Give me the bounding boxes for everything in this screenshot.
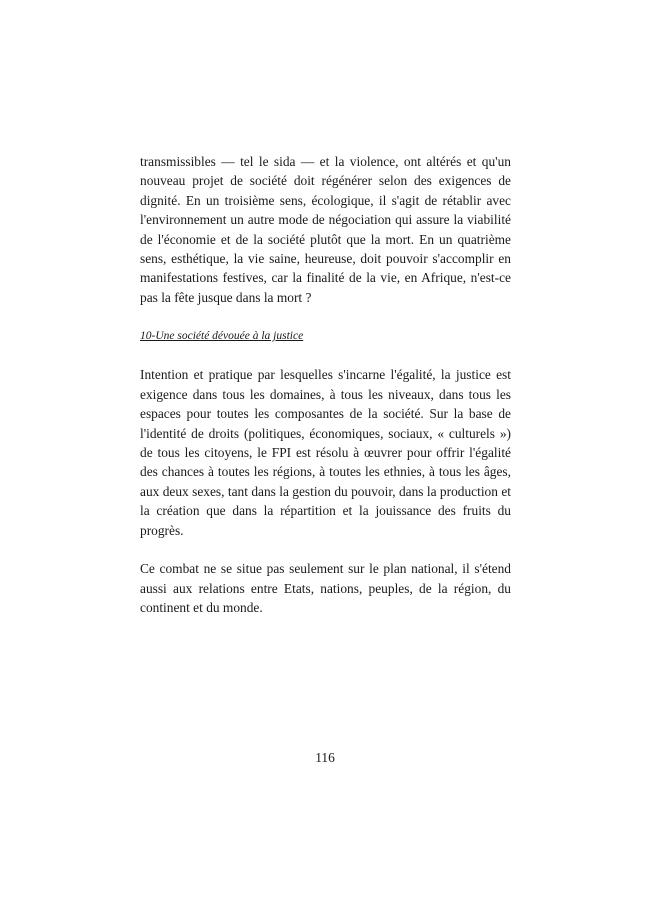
- paragraph-international: Ce combat ne se situe pas seulement sur le plan national, il s'étend aussi aux relations entre Etats, nations, peuples, de la région, du continent et du monde.: [140, 561, 511, 616]
- paragraph-continued: transmissibles — tel le sida — et la violence, ont altérés et qu'un nouveau projet de société doit régénérer selon des exigences de dignité. En un troisième sens, écologique, il s'agit de rétablir avec l'environnement un autre mode de négociation qui assure la viabilité de l'économie et de la société plutôt que la mort. En un quatrième sens, esthétique, la vie saine, heureuse, doit pouvoir s'accomplir en manifestations festives, car la finalité de la vie, en Afrique, n'est-ce pas la fête jusque dans la mort ?: [140, 154, 511, 305]
- paragraph-justice: Intention et pratique par lesquelles s'incarne l'égalité, la justice est exigence dans tous les domaines, à tous les niveaux, dans tous les espaces pour toutes les composantes de la société. Sur la base de l'identité de droits (politiques, économiques, sociaux, « culturels ») de tous les citoyens, le FPI est résolu à œuvrer pour offrir l'égalité des chances à toutes les régions, à toutes les ethnies, à tous les âges, aux deux sexes, tant dans la gestion du pouvoir, dans la production et la création que dans la répartition et la jouissance des fruits du progrès.: [140, 367, 511, 538]
- section-heading: 10-Une société dévouée à la justice: [140, 329, 304, 342]
- body-text: [140, 152, 511, 637]
- page-number: 116: [315, 750, 335, 765]
